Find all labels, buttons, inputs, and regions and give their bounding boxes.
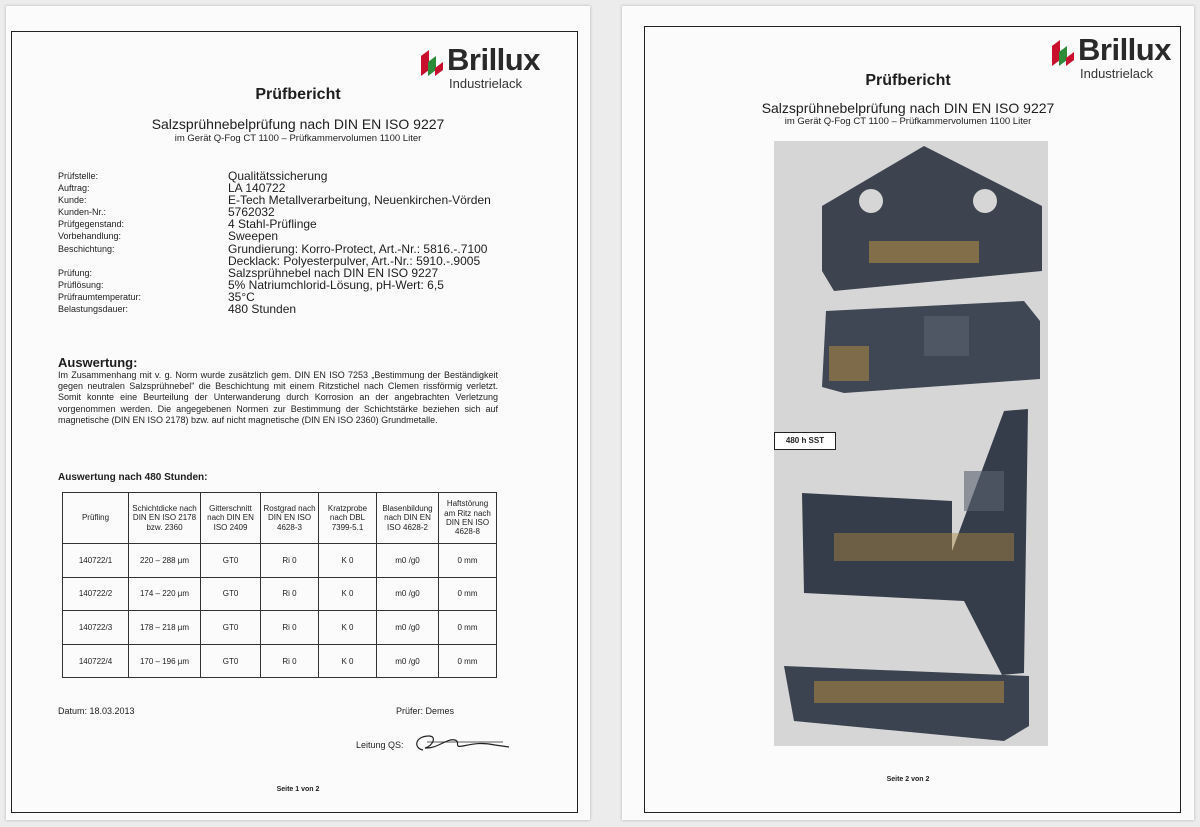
table-cell: Ri 0	[261, 644, 319, 678]
column-header: Rostgrad nach DIN EN ISO 4628-3	[261, 493, 319, 544]
table-cell: 0 mm	[439, 644, 497, 678]
report-subtitle: Salzsprühnebelprüfung nach DIN EN ISO 9227	[151, 116, 445, 132]
table-row	[63, 611, 497, 645]
info-value: 4 Stahl-Prüflinge	[228, 217, 317, 232]
brillux-logo-mark	[421, 50, 443, 76]
brand-tagline: Industrielack	[449, 76, 522, 91]
table-cell: GT0	[201, 544, 261, 578]
report-subnote: im Gerät Q-Fog CT 1100 – Prüfkammervolumen 1100 Liter	[784, 116, 1032, 127]
table-cell: 140722/1	[63, 544, 129, 578]
info-row	[58, 194, 578, 206]
report-subnote: im Gerät Q-Fog CT 1100 – Prüfkammervolumen 1100 Liter	[174, 133, 422, 144]
table-row	[63, 644, 497, 678]
table-cell: Ri 0	[261, 577, 319, 611]
table-cell: 140722/2	[63, 577, 129, 611]
info-row	[58, 218, 578, 230]
table-cell: 140722/4	[63, 644, 129, 678]
report-page-1	[6, 6, 590, 820]
report-title: Prüfbericht	[865, 72, 951, 89]
exposure-label: 480 h SST	[774, 432, 836, 450]
report-title: Prüfbericht	[255, 86, 341, 103]
table-cell: m0 /g0	[377, 577, 439, 611]
column-header: Gitterschnitt nach DIN EN ISO 2409	[201, 493, 261, 544]
table-cell: GT0	[201, 644, 261, 678]
page-number: Seite 2 von 2	[886, 776, 930, 783]
table-cell: 0 mm	[439, 611, 497, 645]
info-label: Beschichtung:	[58, 243, 115, 254]
table-cell: 178 – 218 µm	[129, 611, 201, 645]
info-row	[58, 170, 578, 182]
page-number: Seite 1 von 2	[276, 786, 320, 793]
info-value: LA 140722	[228, 181, 286, 196]
info-row	[58, 206, 578, 218]
report-date: Datum: 18.03.2013	[58, 706, 135, 716]
table-cell: m0 /g0	[377, 544, 439, 578]
column-header: Schichtdicke nach DIN EN ISO 2178 bzw. 2360	[129, 493, 201, 544]
info-value: Qualitätssicherung	[228, 169, 328, 183]
info-label: Vorbehandlung:	[58, 231, 122, 242]
info-label: Prüflösung:	[58, 279, 104, 290]
table-cell: K 0	[319, 544, 377, 578]
info-value: 480 Stunden	[228, 302, 297, 317]
info-value: Sweepen	[228, 229, 279, 244]
brillux-logo-mark	[1052, 40, 1074, 66]
table-cell: 220 – 288 µm	[129, 544, 201, 578]
table-cell: K 0	[319, 611, 377, 645]
table-cell: 170 – 196 µm	[129, 644, 201, 678]
info-label: Prüfraumtemperatur:	[58, 291, 142, 302]
info-label: Prüfstelle:	[58, 171, 99, 181]
info-value: Decklack: Polyesterpulver, Art.-Nr.: 5910.-.9005	[228, 253, 481, 268]
info-label: Kunden-Nr.:	[58, 207, 107, 218]
table-cell: m0 /g0	[377, 644, 439, 678]
table-cell: 0 mm	[439, 577, 497, 611]
column-header: Prüfling	[63, 493, 129, 544]
info-value: 35°C	[228, 289, 255, 304]
evaluation-heading: Auswertung:	[58, 355, 138, 370]
table-cell: GT0	[201, 577, 261, 611]
info-value: Grundierung: Korro-Protect, Art.-Nr.: 5816.-.7100	[228, 241, 488, 256]
table-cell: 0 mm	[439, 544, 497, 578]
info-label: Kunde:	[58, 195, 87, 206]
column-header: Blasenbildung nach DIN EN ISO 4628-2	[377, 493, 439, 544]
report-subtitle: Salzsprühnebelprüfung nach DIN EN ISO 9227	[761, 100, 1055, 116]
info-value: Salzsprühnebel nach DIN EN ISO 9227	[228, 265, 439, 280]
evaluation-text: Im Zusammenhang mit v. g. Norm wurde zusätzlich gem. DIN EN ISO 7253 „Bestimmung der Beständigkeit gegen neutralen Salzsprühnebel" die Beschichtung mit einem Ritzstichel nach Clemen rissförmig verletzt. Somit konnte eine Beurteilung der Unterwanderung durch Korrosion an der angebrachten Verletzung vorgenommen werden. Die angegebenen Normen zur Bestimmung der Schichtstärke beziehen sich auf magnetische (DIN EN ISO 2178) bzw. auf nicht magnetische (DIN EN ISO 2360) Grundmetalle.	[58, 370, 498, 425]
info-row	[58, 279, 578, 291]
info-value: 5% Natriumchlorid-Lösung, pH-Wert: 6,5	[228, 277, 444, 292]
table-cell: 140722/3	[63, 611, 129, 645]
info-value: E-Tech Metallverarbeitung, Neuenkirchen-Vörden	[228, 193, 491, 208]
table-cell: K 0	[319, 577, 377, 611]
brand-tagline: Industrielack	[1080, 66, 1153, 81]
info-label: Prüfgegenstand:	[58, 219, 125, 230]
table-row	[63, 544, 497, 578]
tester-name: Prüfer: Demes	[396, 706, 455, 716]
results-table	[62, 492, 497, 678]
table-header-row	[63, 493, 497, 544]
table-row	[63, 577, 497, 611]
report-page-2	[622, 6, 1194, 820]
table-cell: K 0	[319, 644, 377, 678]
brand-name: Brillux	[1078, 32, 1171, 67]
brand-name: Brillux	[447, 42, 540, 77]
info-label: Prüfung:	[58, 267, 93, 278]
info-row	[58, 291, 578, 303]
column-header: Kratzprobe nach DBL 7399-5.1	[319, 493, 377, 544]
info-label: Belastungsdauer:	[58, 304, 129, 315]
test-info-list	[58, 170, 578, 315]
specimen-2	[822, 301, 1040, 393]
info-value: 5762032	[228, 205, 275, 220]
signature	[403, 728, 513, 758]
info-row	[58, 303, 578, 315]
table-cell: Ri 0	[261, 544, 319, 578]
table-cell: GT0	[201, 611, 261, 645]
info-label: Auftrag:	[58, 183, 90, 194]
table-cell: Ri 0	[261, 611, 319, 645]
results-heading: Auswertung nach 480 Stunden:	[58, 472, 208, 483]
table-cell: m0 /g0	[377, 611, 439, 645]
qs-lead-label: Leitung QS:	[356, 740, 404, 750]
table-cell: 174 – 220 µm	[129, 577, 201, 611]
column-header: Haftstörung am Ritz nach DIN EN ISO 4628-8	[439, 493, 497, 544]
